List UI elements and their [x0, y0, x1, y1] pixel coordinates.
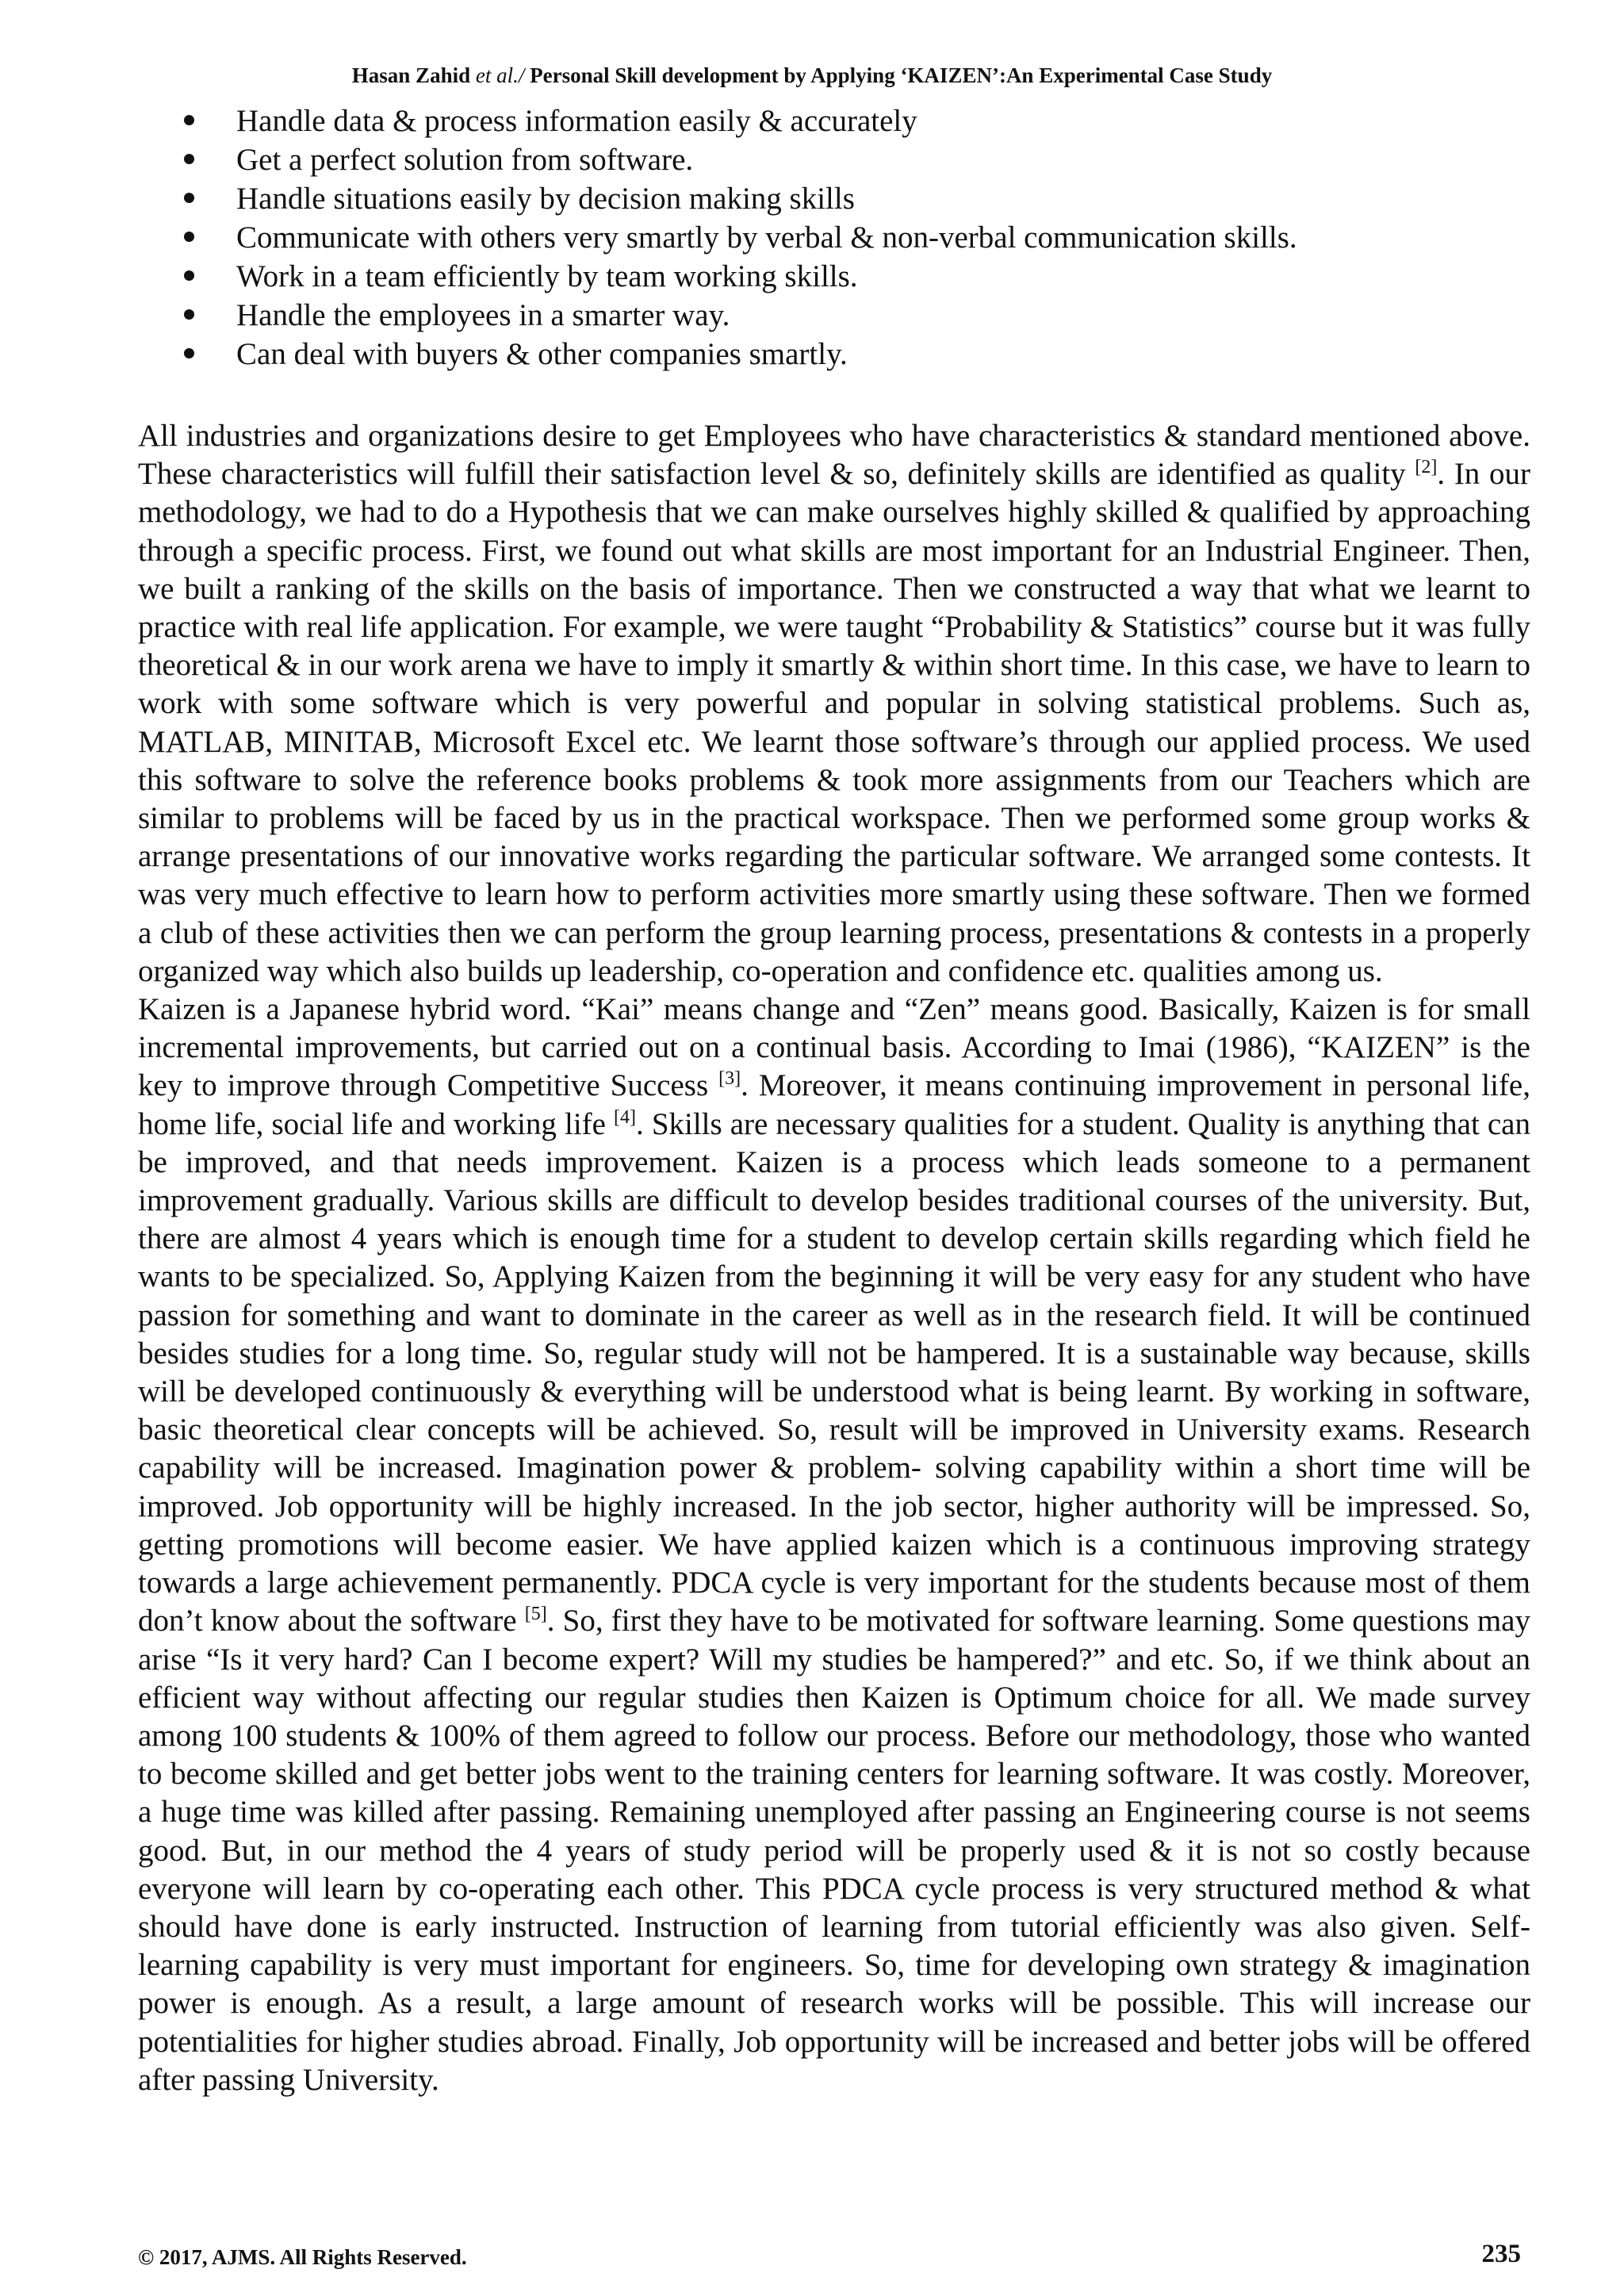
bullet-dot-icon — [184, 270, 194, 281]
body-text — [138, 417, 1530, 2099]
paragraph-text: . Skills are necessary qualities for a student. Quality is anything that can be improved, and that needs improvement. Kaizen is a process which leads someone to a permanent improvement gradually. Various skills are difficult to develop besides traditional courses of the university. But, there are almost 4 years which is enough time for a student to develop certain skills regarding which field he wants to be specialized. So, Applying Kaizen from the beginning it will be very easy for any student who have passion for something and want to dominate in the career as well as in the research field. It will be continued besides studies for a long time. So, regular study will not be hampered. It is a sustainable way because, skills will be developed continuously & everything will be understood what is being learnt. By working in software, basic theoretical clear concepts will be achieved. So, result will be improved in University exams. Research capability will be increased. Imagination power & problem- solving capability within a short time will be improved. Job opportunity will be highly increased. In the job sector, higher authority will be impressed. So, getting promotions will become easier. We have applied kaizen which is a continuous improving strategy towards a large achievement permanently. PDCA cycle is very important for the students because most of them don’t know about the software — [138, 1106, 1530, 1639]
bullet-dot-icon — [184, 309, 194, 320]
bullet-item — [184, 218, 1297, 257]
footer-copyright: © 2017, AJMS. All Rights Reserved. — [138, 2245, 467, 2269]
bullet-text: Get a perfect solution from software. — [236, 143, 694, 177]
header-title: Personal Skill development by Applying ‘KAIZEN’:An Experimental Case Study — [530, 63, 1273, 87]
bullet-item — [184, 296, 1297, 335]
page-number: 235 — [1481, 2240, 1521, 2268]
bullet-dot-icon — [184, 193, 194, 203]
paragraph-text: . So, first they have to be motivated for software learning. Some questions may arise “Is it very hard? Can I become expert? Will my studies be hampered?” and etc. So, if we think about an efficient way without affecting our regular studies then Kaizen is Optimum choice for all. We made survey among 100 students & 100% of them agreed to follow our process. Before our methodology, those who wanted to become skilled and get better jobs went to the training centers for learning software. It was costly. Moreover, a huge time was killed after passing. Remaining unemployed after passing an Engineering course is not seems good. But, in our method the 4 years of study period will be properly used & it is not so costly because everyone will learn by co-operating each other. This PDCA cycle process is very structured method & what should have done is early instructed. Instruction of learning from tutorial efficiently was also given. Self-learning capability is very must important for engineers. So, time for developing own strategy & imagination power is enough. As a result, a large amount of research works will be possible. This will increase our potentialities for higher studies abroad. Finally, Job opportunity will be increased and better jobs will be offered after passing University. — [138, 1604, 1530, 2097]
citation-ref: [2] — [1415, 457, 1438, 478]
citation-ref: [3] — [718, 1068, 741, 1090]
paragraph-text: All industries and organizations desire to get Employees who have characteristics & standard mentioned above. These characteristics will fulfill their satisfaction level & so, definitely skills are identified as quality — [138, 419, 1530, 492]
bullet-item — [184, 335, 1297, 374]
bullet-item — [184, 257, 1297, 296]
bullet-dot-icon — [184, 232, 194, 242]
bullet-text: Work in a team efficiently by team working skills. — [236, 259, 858, 293]
header-author: Hasan Zahid — [351, 63, 471, 87]
bullet-text: Communicate with others very smartly by verbal & non-verbal communication skills. — [236, 220, 1297, 255]
paragraph-kaizen — [138, 991, 1530, 2099]
running-header — [0, 62, 1624, 89]
bullet-item — [184, 179, 1297, 218]
paragraph-text: Kaizen is a Japanese hybrid word. “Kai” means change and “Zen” means good. Basically, Kaizen is for small incremental improvements, but carried out on a continual basis. According to Imai (1986), “KAIZEN” is the key to improve through Competitive Success — [138, 992, 1530, 1103]
paragraph-industries — [138, 417, 1530, 991]
bullet-dot-icon — [184, 154, 194, 164]
skills-bullet-list — [184, 102, 1297, 374]
bullet-text: Handle data & process information easily & accurately — [236, 104, 917, 138]
bullet-item — [184, 102, 1297, 140]
bullet-text: Handle situations easily by decision making skills — [236, 182, 855, 216]
header-etal: et al./ — [475, 63, 525, 87]
bullet-item — [184, 140, 1297, 179]
bullet-text: Handle the employees in a smarter way. — [236, 298, 730, 332]
bullet-text: Can deal with buyers & other companies smartly. — [236, 337, 848, 371]
citation-ref: [5] — [524, 1604, 547, 1625]
paragraph-text: . In our methodology, we had to do a Hypothesis that we can make ourselves highly skilled & qualified by approaching through a specific process. First, we found out what skills are most important for an Industrial Engineer. Then, we built a ranking of the skills on the basis of importance. Then we constructed a way that what we learnt to practice with real life application. For example, we were taught “Probability & Statistics” course but it was fully theoretical & in our work arena we have to imply it smartly & within short time. In this case, we have to learn to work with some software which is very powerful and popular in solving statistical problems. Such as, MATLAB, MINITAB, Microsoft Excel etc. We learnt those software’s through our applied process. We used this software to solve the reference books problems & took more assignments from our Teachers which are similar to problems will be faced by us in the practical workspace. Then we performed some group works & arrange presentations of our innovative works regarding the particular software. We arranged some contests. It was very much effective to learn how to perform activities more smartly using these software. Then we formed a club of these activities then we can perform the group learning process, presentations & contests in a properly organized way which also builds up leadership, co-operation and confidence etc. qualities among us. — [138, 457, 1530, 988]
bullet-dot-icon — [184, 348, 194, 358]
bullet-dot-icon — [184, 115, 194, 125]
paragraph-text: . Moreover, it means continuing improvement in personal life, home life, social life and working life — [138, 1068, 1530, 1141]
citation-ref: [4] — [614, 1106, 636, 1128]
